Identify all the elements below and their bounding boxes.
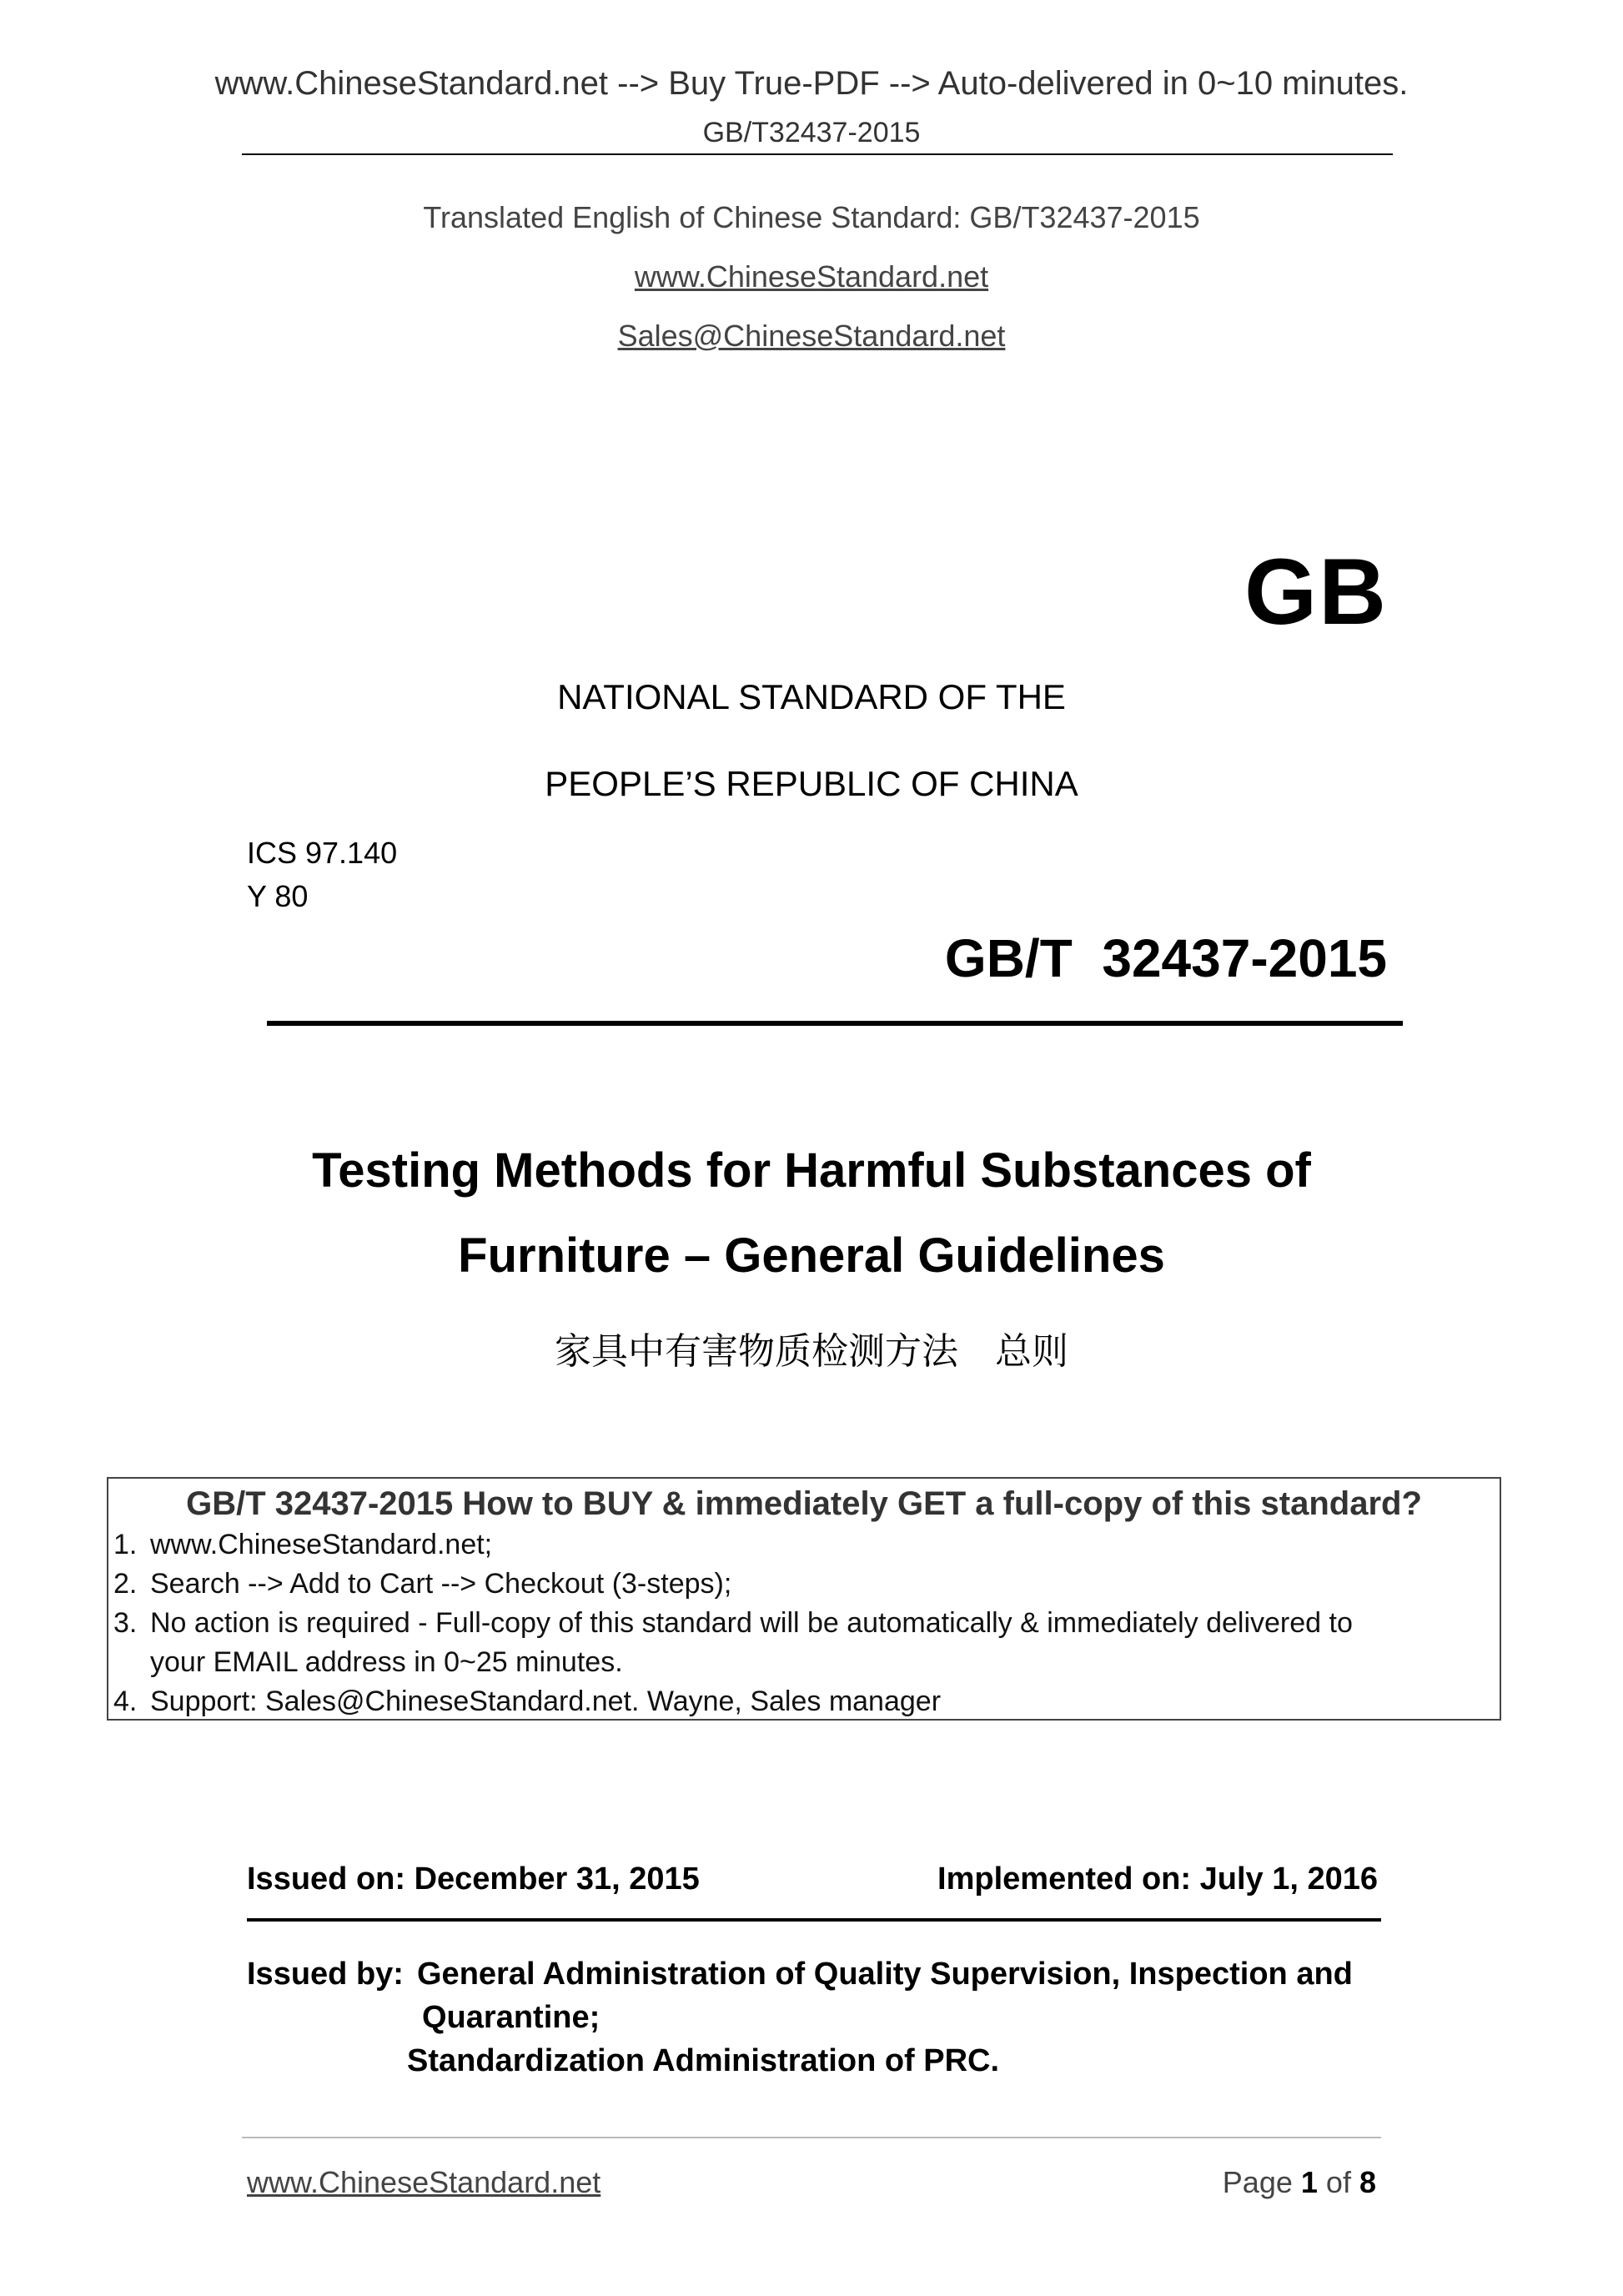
header-banner: www.ChineseStandard.net --> Buy True-PDF --> Auto-delivered in 0~10 minutes.: [214, 65, 1409, 102]
buy-step: [113, 1568, 731, 1600]
header-standard-code: GB/T32437-2015: [702, 117, 921, 148]
page-current: 1: [1300, 2165, 1318, 2199]
footer-divider: [242, 2137, 1381, 2138]
standard-code: GB/T 32437-2015: [944, 928, 1387, 988]
sales-email-link[interactable]: Sales@ChineseStandard.net: [617, 319, 1006, 353]
gb-mark: GB: [1244, 540, 1388, 644]
header-divider: [242, 153, 1393, 155]
buy-step-number: 4.: [113, 1686, 138, 1717]
buy-step-text: No action is required - Full-copy of this standard will be automatically & immediately delivered to: [150, 1607, 1353, 1639]
buy-step: [113, 1646, 623, 1679]
issuer-2: Standardization Administration of PRC.: [407, 2043, 1000, 2078]
code-divider: [267, 1021, 1403, 1026]
ccs-code: Y 80: [247, 879, 309, 913]
buy-step-number: 2.: [113, 1568, 138, 1600]
issue-divider: [247, 1918, 1381, 1922]
sales-link-wrapper: [0, 319, 1623, 354]
issuer-1-line-1: General Administration of Quality Supervision, Inspection and: [417, 1957, 1353, 1992]
page-prefix: Page: [1222, 2165, 1293, 2199]
footer-site-link-wrapper: [247, 2165, 600, 2200]
title-chinese: 家具中有害物质检测方法 总则: [555, 1330, 1068, 1373]
page-total: 8: [1359, 2165, 1376, 2199]
buy-step-text: your EMAIL address in 0~25 minutes.: [150, 1646, 623, 1678]
title-line-2: Furniture – General Guidelines: [458, 1228, 1165, 1283]
buy-instructions-box: [107, 1477, 1501, 1721]
buy-step-number: 3.: [113, 1607, 138, 1639]
ics-code: ICS 97.140: [247, 836, 398, 870]
national-standard-line-1: NATIONAL STANDARD OF THE: [557, 677, 1066, 716]
site-link[interactable]: www.ChineseStandard.net: [634, 259, 989, 294]
buy-box-heading: GB/T 32437-2015 How to BUY & immediately GET a full-copy of this standard?: [186, 1485, 1422, 1522]
implemented-on-date: Implemented on: July 1, 2016: [937, 1861, 1378, 1897]
translated-note: Translated English of Chinese Standard: GB/T32437-2015: [423, 200, 1200, 234]
title-line-1: Testing Methods for Harmful Substances of: [312, 1143, 1311, 1198]
buy-step-text: Support: Sales@ChineseStandard.net. Wayne, Sales manager: [150, 1686, 942, 1717]
buy-step: [113, 1607, 1353, 1640]
buy-step: [113, 1686, 941, 1718]
page-of: of: [1325, 2165, 1351, 2199]
buy-step-text: Search --> Add to Cart --> Checkout (3-steps);: [150, 1568, 732, 1600]
footer-site-link[interactable]: www.ChineseStandard.net: [247, 2165, 601, 2199]
page-indicator: [1223, 2165, 1376, 2200]
site-link-wrapper: [0, 259, 1623, 294]
buy-step-number: 1.: [113, 1529, 138, 1560]
issued-on-date: Issued on: December 31, 2015: [247, 1861, 700, 1897]
issued-by-label: Issued by:: [247, 1957, 404, 1992]
issuer-1-line-2: Quarantine;: [422, 2000, 600, 2035]
buy-step: [113, 1529, 492, 1561]
buy-step-text: www.ChineseStandard.net;: [150, 1529, 493, 1560]
national-standard-line-2: PEOPLE’S REPUBLIC OF CHINA: [545, 764, 1078, 803]
